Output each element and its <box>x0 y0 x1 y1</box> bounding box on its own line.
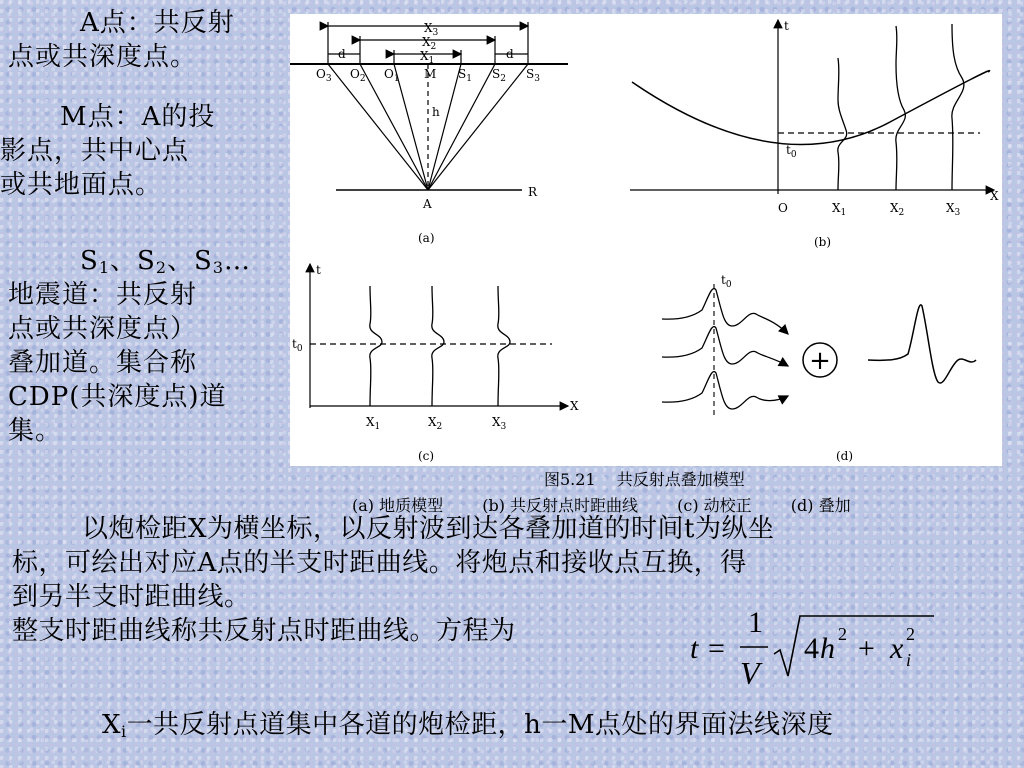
footnote-x-sub: i <box>121 722 127 741</box>
panel-b-tick-x3: $X_3$ <box>946 201 961 218</box>
label-point-a: A <box>423 197 432 211</box>
panel-a-label: (a) <box>418 231 435 245</box>
subcaption-c: (c) 动校正 <box>677 496 752 515</box>
panel-b-x-axis-label: X <box>990 189 999 203</box>
point-a-definition <box>8 6 280 74</box>
panel-c-nmo-correction <box>310 264 568 408</box>
panel-b-labels <box>778 19 999 249</box>
panel-c-tick-x1: $X_1$ <box>366 415 381 432</box>
label-h: h <box>432 105 440 119</box>
subcaption-d: (d) 叠加 <box>790 496 851 515</box>
panel-c-label: (c) <box>418 449 435 463</box>
point-m-line-3: 或共地面点。 <box>0 170 163 200</box>
panel-d-t0-label: $t_0$ <box>721 273 732 290</box>
panel-c-t-axis-label: t <box>316 263 321 277</box>
eq-plus: + <box>858 632 875 665</box>
station-s1: $S_1$ <box>458 67 472 84</box>
panel-b-traveltime-curve <box>630 20 994 194</box>
panel-b-tick-x2: $X_2$ <box>890 201 905 218</box>
panel-b-t-axis-label: t <box>784 19 789 33</box>
station-o2: $O_2$ <box>350 67 366 84</box>
channels-line-4: CDP(共深度点)道 <box>8 382 227 412</box>
panel-c-t0-label: $t_0$ <box>292 337 303 354</box>
label-x1: $X_1$ <box>420 49 435 66</box>
panel-c-tick-x2: $X_2$ <box>428 415 443 432</box>
panel-d-labels <box>721 273 853 463</box>
equation-svg <box>688 600 938 696</box>
station-m: M <box>424 67 437 81</box>
channels-line-5: 集。 <box>8 416 63 446</box>
cdp-stacking-figure <box>290 14 1002 466</box>
eq-equals: = <box>708 632 725 665</box>
point-m-line-1: M点：A的投 <box>60 102 216 132</box>
eq-denominator: V <box>740 655 760 691</box>
panel-c-tick-x3: $X_3$ <box>492 415 507 432</box>
figure-svg <box>290 14 1002 466</box>
panel-b-label: (b) <box>814 235 832 249</box>
station-o1: $O_1$ <box>384 67 400 84</box>
point-a-line-1: A点：共反射 <box>80 8 235 38</box>
footnote-x: X <box>102 710 122 740</box>
panel-d-label: (d) <box>836 449 854 463</box>
main-line-1: 以炮检距X为横坐标，以反射波到达各叠加道的时间t为纵坐 <box>82 514 775 544</box>
label-d-right: d <box>506 47 514 61</box>
footnote-text: 一共反射点道集中各道的炮检距，h一M点处的界面法线深度 <box>126 710 834 740</box>
subcaption-b: (b) 共反射点时距曲线 <box>482 496 639 515</box>
eq-lhs-t: t <box>690 632 699 665</box>
traveltime-equation <box>688 600 938 696</box>
eq-coef: 4 <box>804 632 819 665</box>
main-line-2: 标，可绘出对应A点的半支时距曲线。将炮点和接收点互换，得 <box>12 548 747 578</box>
station-s3: $S_3$ <box>526 67 540 84</box>
main-line-3: 到另半支时距曲线。 <box>12 582 251 612</box>
main-line-4: 整支时距曲线称共反射点时距曲线。方程为 <box>12 616 516 646</box>
panel-b-t0-label: $t_0$ <box>786 143 797 160</box>
station-o3: $O_3$ <box>316 67 332 84</box>
panel-c-labels <box>292 263 579 463</box>
label-x2: $X_2$ <box>422 35 437 52</box>
label-d-left: d <box>338 47 346 61</box>
figure-caption: 图5.21 共反射点叠加模型 <box>544 470 745 489</box>
point-a-line-2: 点或共深度点。 <box>8 42 198 72</box>
eq-x-sub: i <box>906 650 912 670</box>
panel-c-x-axis-label: X <box>570 399 579 413</box>
subcaption-a: (a) 地质模型 <box>352 496 444 515</box>
point-m-line-2: 影点，共中心点 <box>0 136 190 166</box>
plus-icon: + <box>809 346 831 376</box>
panel-b-tick-x1: $X_1$ <box>832 201 847 218</box>
panel-b-origin-label: O <box>778 201 788 215</box>
eq-h-exp: 2 <box>838 624 847 644</box>
point-m-definition <box>0 100 272 202</box>
channels-line-3: 叠加道。集合称 <box>8 348 198 378</box>
channels-definition <box>8 244 280 448</box>
channels-line-1: 地震道：共反射 <box>8 280 198 310</box>
eq-h: h <box>820 632 835 665</box>
label-x3: $X_3$ <box>424 21 439 38</box>
eq-x-exp: 2 <box>906 624 915 644</box>
channel-labels: $S_1$、$S_2$、$S_3\dots$ <box>80 246 251 277</box>
station-s2: $S_2$ <box>492 67 506 84</box>
channels-line-2: 点或共深度点） <box>8 314 198 344</box>
eq-numerator: 1 <box>748 606 763 639</box>
eq-x: x <box>890 632 904 665</box>
label-reflector-r: R <box>528 185 538 199</box>
variable-definitions <box>102 708 834 742</box>
